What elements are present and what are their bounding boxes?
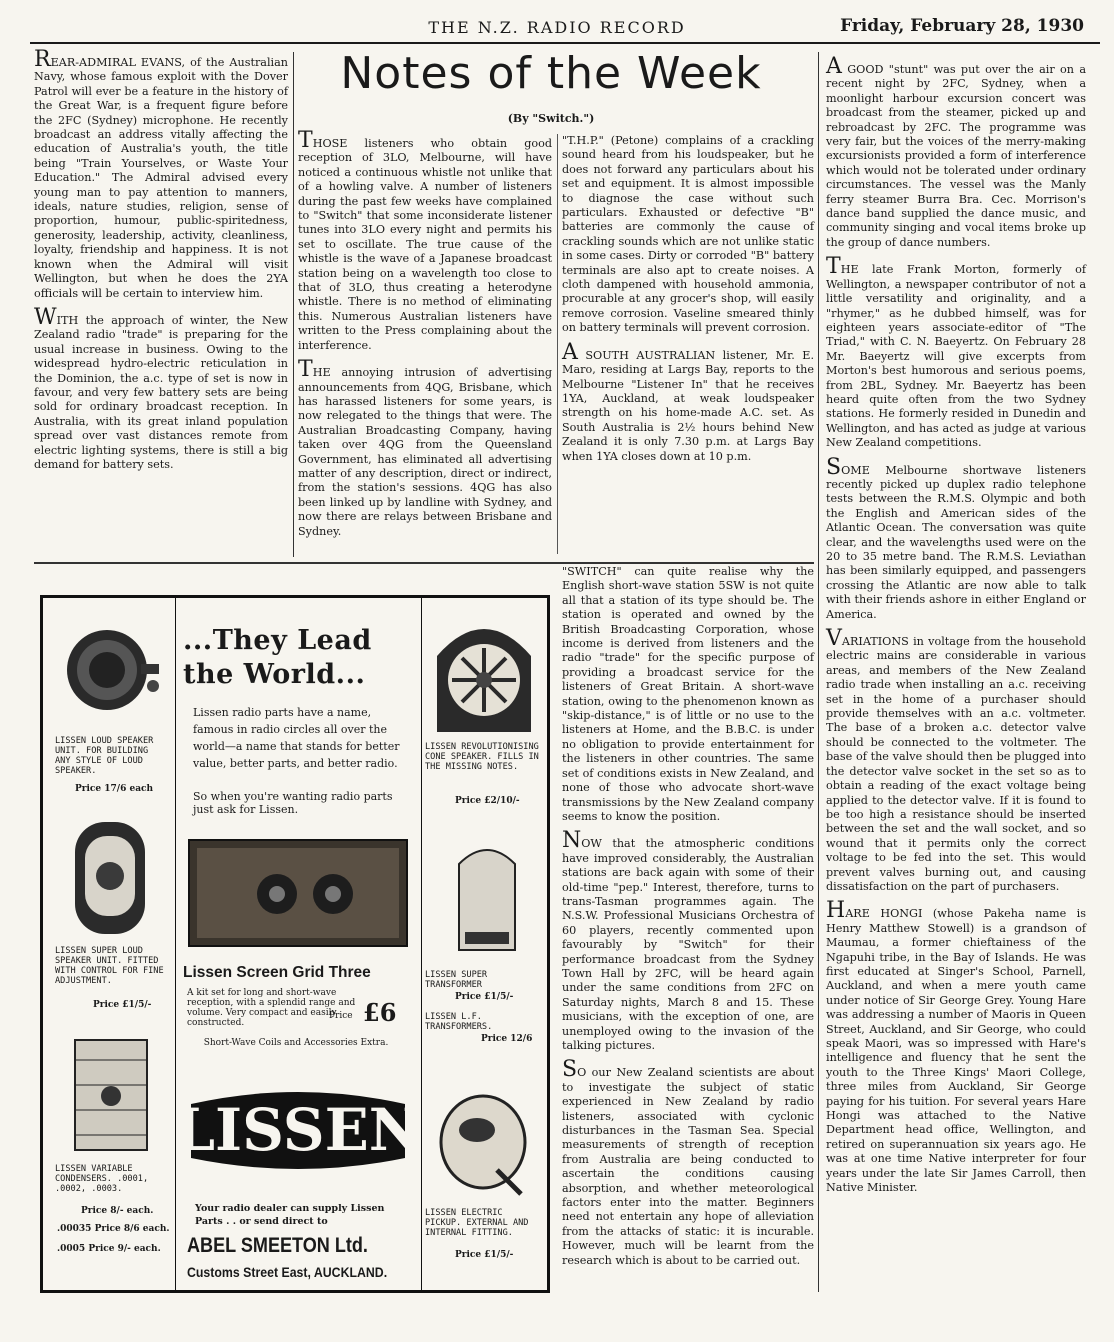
masthead: [0, 0, 1114, 44]
section-rule: [34, 562, 814, 564]
product-price: Price £1/5/-: [455, 992, 514, 1002]
article-paragraph: WITH the approach of winter, the New Zealand radio "trade" is preparing for the usual increase in business. Owing to the widespread hydro-electric reticulation in the Dominion, the a.c. type of set is now in favour, and very few battery sets are being sold for ordinary broadcast reception. In Australia, with its great inland population spread over vast distances remote from electric lighting systems, there is still a big demand for battery sets.: [34, 304, 288, 471]
kit-set-image: [183, 832, 413, 954]
kit-price: £6: [363, 998, 397, 1027]
byline: (By "Switch."): [507, 112, 595, 125]
article-paragraph: THE annoying intrusion of advertising announcements from 4QG, Brisbane, which has harassed listeners for some years, is now relegated to the things that were. The Australian Broadcasting Company, having taken over 4QG from the Queensland Government, has eliminated all advertising matter of any description, direct or indirect, from the station's sessions. 4QG has also been linked up by landline with Sydney, and now there are relays between Brisbane and Sydney.: [298, 357, 552, 538]
product-price: .00035 Price 8/6 each.: [57, 1224, 170, 1234]
product-price: Price £2/10/-: [455, 796, 520, 806]
article-paragraph: "SWITCH" can quite realise why the English short-wave station 5SW is not quite all that a station of its type should be. The station is operated and owned by the British Broadcasting Corporation, whose income is derived from listeners and the radio "trade" for the specific purpose of providing a broadcast service for the listeners of Great Britain. A short-wave station, owing to the phenomenon known as "skip-distance," is of little or no use to the listeners at Home, and the B.B.C. is under no obligation to provide entertainment for the listeners in other countries. The same set of conditions exists in New Zealand, and none of those who advocate short-wave transmissions by the New Zealand company seems to know the position.: [562, 565, 814, 823]
article-paragraph: REAR-ADMIRAL EVANS, of the Australian Navy, whose famous exploit with the Dover Patrol will ever be a feature in the history of the Great War, is a frequent figure before the 2FC (Sydney) microphone. He recently broadcast an address vitally affecting the education of Australia's youth, the title being "Train Yourselves, or Waste Your Education." The Admiral advised every young man to pay attention to manners, ideals, nature studies, religion, sense of proportion, humour, public-spiritedness, generosity, leadership, activity, cleanliness, loyalty, friendship and happiness. It is not known when the Admiral will visit Wellington, but when he does the 2YA officials will be certain to interview him.: [34, 47, 288, 300]
column-rule: [818, 52, 819, 1292]
column-4: [826, 54, 1086, 1205]
product-description: LISSEN VARIABLE CONDENSERS. .0001, .0002, .0003.: [55, 1164, 149, 1194]
article-paragraph: SO our New Zealand scientists are about to investigate the subject of static experienced in New Zealand by radio listeners, associated with cyclonic disturbances in the Tasman Sea. Special measurements of strength of reception from Australia are being conducted to ascertain the conditions causing absorption, and whether meteorological factors enter into the matter. Beginners need not entertain any hope of alleviation from the attacks of static: it is incurable. However, much will be learnt from the research which is about to be carried out.: [562, 1057, 814, 1267]
product-description: LISSEN SUPER LOUD SPEAKER UNIT. FITTED WITH CONTROL FOR FINE ADJUSTMENT.: [55, 946, 164, 986]
product-description: LISSEN LOUD SPEAKER UNIT. FOR BUILDING ANY STYLE OF LOUD SPEAKER.: [55, 736, 154, 776]
product-description: LISSEN ELECTRIC PICKUP. EXTERNAL AND INTERNAL FITTING.: [425, 1208, 529, 1238]
product-price: .0005 Price 9/- each.: [57, 1244, 161, 1254]
masthead-rule: [30, 42, 1100, 44]
article-paragraph: "T.H.P." (Petone) complains of a crackling sound heard from his loudspeaker, but he does not forward any particulars about his set and equipment. It is almost impossible to diagnose the case without such particulars. Exhausted or defective "B" batteries are commonly the cause of crackling sounds which are not unlike static in some cases. Dirty or corroded "B" battery terminals are also apt to create noises. A cloth dampened with household ammonia, procurable at any grocer's shop, will easily remove corrosion. Vaseline smeared thinly on battery terminals will prevent corrosion.: [562, 134, 814, 335]
column-2: [298, 128, 552, 549]
super-loud-speaker-unit-image: [67, 816, 155, 944]
product-description: LISSEN REVOLUTIONISING CONE SPEAKER. FILLS IN THE MISSING NOTES.: [425, 742, 539, 772]
ad-middle-column: [175, 598, 422, 1290]
ad-copy: Lissen radio parts have a name, famous in radio circles all over the world—a name that stands for better value, better parts, and better radio.: [193, 706, 400, 770]
ad-tagline: ...They Lead the World...: [183, 625, 372, 690]
kit-description: A kit set for long and short-wave reception, with a splendid range and volume. Very compact and easily constructed.: [187, 988, 356, 1028]
product-description: LISSEN SUPER TRANSFORMER: [425, 970, 488, 990]
column-1: [34, 47, 288, 482]
cone-speaker-image: [429, 612, 539, 736]
article-paragraph: A GOOD "stunt" was put over the air on a recent night by 2FC, Sydney, when a moonlight harbour excursion concert was broadcast from the steamer, picked up and rebroadcast by 2FC. The programme was very fair, but the voices of the merry-making excursionists provided a form of interference which would not be tolerated under ordinary circumstances. The vessel was the Manly ferry steamer Burra Bra. Cec. Morrison's dance band supplied the dance music, and community singing and vocal items broke up the group of dance numbers.: [826, 54, 1086, 249]
lissen-logo: [174, 1074, 422, 1184]
page-title: Notes of the Week: [340, 48, 762, 99]
product-price: Price £1/5/-: [93, 1000, 152, 1010]
masthead-title: THE N.Z. RADIO RECORD: [428, 18, 686, 37]
column-rule: [557, 134, 558, 554]
article-paragraph: A SOUTH AUSTRALIAN listener, Mr. E. Maro, residing at Largs Bay, reports to the Melbourne "Listener In" that he receives 1YA, Auckland, at weak loudspeaker strength on his home-made A.C. set. As South Australia is 2½ hours behind New Zealand it is only 7.30 p.m. at Largs Bay when 1YA closes down at 10 p.m.: [562, 339, 814, 463]
company-name: ABEL SMEETON Ltd.: [187, 1234, 368, 1257]
brand-name: LISSEN: [174, 1096, 422, 1164]
product-price: Price 8/- each.: [81, 1206, 154, 1216]
super-transformer-image: [445, 836, 529, 956]
kit-extra: Short-Wave Coils and Accessories Extra.: [203, 1038, 389, 1048]
column-rule: [293, 52, 294, 557]
loud-speaker-unit-image: [55, 616, 163, 724]
dealer-note: Your radio dealer can supply Lissen Parts . . or send direct to: [195, 1203, 385, 1227]
ad-right-column: [421, 598, 547, 1290]
product-description: LISSEN L.F. TRANSFORMERS.: [425, 1012, 493, 1032]
ad-left-column: [43, 598, 176, 1290]
ad-copy: So when you're wanting radio parts just ask for Lissen.: [193, 790, 393, 816]
column-3: [562, 134, 814, 474]
article-paragraph: SOME Melbourne shortwave listeners recently picked up duplex radio telephone tests between the R.M.S. Olympic and both the English and American sides of the Atlantic Ocean. The conversation was quite clear, and the wavelengths used were on the 20 to 35 metre band. The R.M.S. Leviathan has been similarly equipped, and passengers crossing the Atlantic are now able to talk with their friends ashore in either England or America.: [826, 454, 1086, 621]
article-paragraph: HARE HONGI (whose Pakeha name is Henry Matthew Stowell) is a grandson of Maumau, a former chieftainess of the Ngapuhi tribe, in the Bay of Islands. He was first educated at Singer's School, Parnell, Auckland, and when a mere youth came under notice of Sir George Grey. Young Hare was addressing a number of Maoris in Queen Street, Auckland, and Sir George, who could speak Maori, was so impressed with Hare's intelligence and fluency that he sent the youth to the Three Kings' Maori College, three miles from Auckland, Sir George paying for his tuition. For several years Hare Hongi was attached to the Native Department head office, Wellington, and retired on superannuation six years ago. He was at one time Native interpreter for four years under the late Sir James Carroll, then Native Minister.: [826, 898, 1086, 1195]
product-price: Price 17/6 each: [75, 784, 154, 794]
article-paragraph: VARIATIONS in voltage from the household electric mains are considerable in various areas, and members of the New Zealand radio trade when installing an a.c. receiving set in the home of a purchaser should provide themselves with an a.c. voltmeter. The base of a broken a.c. detector valve should be connected to the voltmeter. The base of the valve should then be plugged into the detector valve socket in the set so as to obtain a reading of the exact voltage being applied to the detector valve. If it is found to be too high a resistance should be inserted between the set and the wall socket, and so wound that it permits only the correct voltage to be fed into the set. This would prevent valves burning out, and causing dissatisfaction on the part of purchasers.: [826, 626, 1086, 893]
column-3-lower: [562, 565, 814, 1278]
product-price: Price £1/5/-: [455, 1250, 514, 1260]
product-price: Price 12/6: [481, 1034, 533, 1044]
article-paragraph: THOSE listeners who obtain good reception of 3LO, Melbourne, will have noticed a continuous whistle not unlike that of a howling valve. A number of listeners during the past few weeks have complained to "Switch" that some inconsiderate listener tunes into 3LO every night and permits his set to oscillate. The true cause of the whistle is the wave of a Japanese broadcast station being on a wavelength too close to that of 3LO, thus creating a heterodyne whistle. There is no method of eliminating this. Numerous Australian listeners have written to the Press complaining about the interference.: [298, 128, 552, 352]
article-paragraph: THE late Frank Morton, formerly of Wellington, a newspaper contributor of not a little versatility and originality, and a "rhymer," as he dubbed himself, was for eighteen years associate-editor of "The Triad," with C. N. Baeyertz. On February 28 Mr. Baeyertz will give excerpts from Morton's best humorous and serious poems, from 2BL, Sydney. Mr. Baeyertz has been heard quite often from the two Sydney stations. He formerly resided in Dunedin and Wellington, and has acted as judge at various New Zealand competitions.: [826, 254, 1086, 450]
kit-price-label: Price: [329, 1011, 353, 1021]
lissen-advertisement: [40, 595, 550, 1293]
electric-pickup-image: [433, 1090, 533, 1200]
masthead-date: Friday, February 28, 1930: [840, 16, 1084, 36]
article-paragraph: NOW that the atmospheric conditions have improved considerably, the Australian stations are back again with some of their old-time "pep." Interest, therefore, turns to trans-Tasman programmes again. The N.S.W. Professional Musicians Orchestra of 60 players, recently commented upon favourably by "Switch" for their performance broadcast from the Sydney Town Hall by 2FC, will be heard again under the same conditions from 2FC on Saturday nights, March 8 and 15. These musicians, with the exception of one, are unemployed owing to the invasion of the talking pictures.: [562, 828, 814, 1052]
variable-condenser-image: [65, 1030, 157, 1160]
company-address: Customs Street East, AUCKLAND.: [187, 1264, 388, 1280]
kit-title: Lissen Screen Grid Three: [183, 964, 371, 981]
